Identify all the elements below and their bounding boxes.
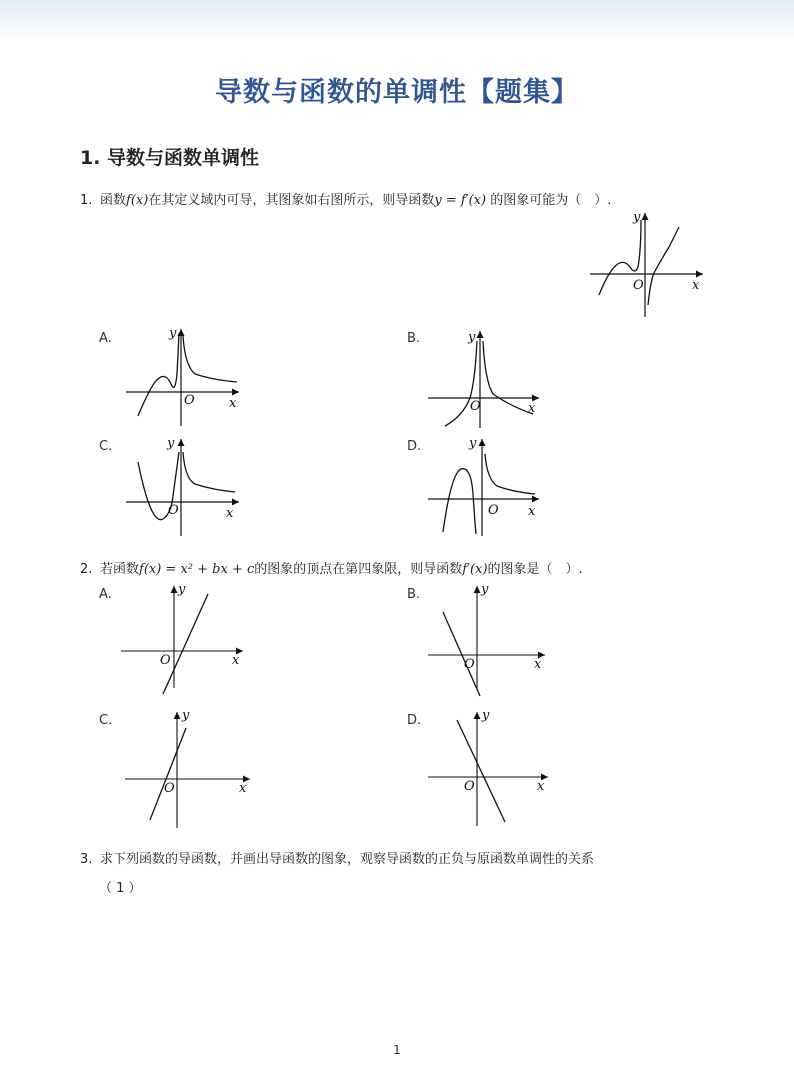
q1-option-a-graph: [123, 324, 248, 429]
question-2: 2. 若函数f(x) = x² + bx + c的图象的顶点在第四象限，则导函数f′(x)的图象是（ ）.: [80, 562, 583, 577]
q2-option-c-label: C.: [99, 713, 113, 728]
q1-option-a-label: A.: [99, 331, 112, 346]
q2-option-a-label: A.: [99, 587, 112, 602]
svg-text:x: x: [537, 779, 545, 794]
page-title: 导数与函数的单调性【题集】: [215, 77, 579, 108]
svg-text:O: O: [160, 653, 171, 668]
svg-text:y: y: [178, 582, 186, 597]
q1-option-d-graph: [425, 434, 550, 539]
question-number: 1.: [80, 193, 93, 208]
q1-option-c-graph: [123, 434, 248, 539]
question-3: 3. 求下列函数的导函数，并画出导函数的图象，观察导函数的正负与原函数单调性的关系: [80, 852, 595, 867]
x-axis-label: x: [692, 278, 700, 293]
q2-option-d-label: D.: [407, 713, 422, 728]
svg-text:x: x: [226, 506, 234, 521]
question-1: 1. 函数f(x)在其定义域内可导，其图象如右图所示，则导函数y = f′(x) 的图象可能为（ ）.: [80, 193, 612, 208]
q2-option-a-graph: [118, 580, 253, 700]
svg-text:O: O: [464, 779, 475, 794]
svg-text:y: y: [182, 708, 190, 723]
svg-text:x: x: [232, 653, 240, 668]
origin-label: O: [633, 278, 644, 293]
svg-text:x: x: [239, 781, 247, 796]
question-number: 3.: [80, 852, 93, 867]
svg-text:y: y: [169, 326, 177, 341]
svg-text:x: x: [528, 401, 536, 416]
q1-reference-graph: [585, 205, 710, 320]
svg-text:O: O: [184, 393, 195, 408]
header-band: [0, 0, 794, 42]
q2-option-d-graph: [425, 706, 560, 831]
svg-text:y: y: [481, 582, 489, 597]
svg-text:y: y: [469, 436, 477, 451]
q1-option-c-label: C.: [99, 439, 113, 454]
q2-option-c-graph: [122, 706, 257, 831]
math-expression: f′(x): [462, 562, 488, 577]
svg-text:O: O: [488, 503, 499, 518]
svg-text:y: y: [167, 436, 175, 451]
svg-text:y: y: [468, 330, 476, 345]
question-3-subpart: （ 1 ）: [99, 881, 142, 896]
q1-option-b-graph: [425, 326, 550, 431]
math-expression: y = f′(x): [434, 193, 487, 208]
q2-option-b-label: B.: [407, 587, 421, 602]
svg-text:O: O: [464, 657, 475, 672]
question-number: 2.: [80, 562, 93, 577]
svg-text:x: x: [534, 657, 542, 672]
math-expression: f(x): [126, 193, 149, 208]
svg-text:x: x: [528, 504, 536, 519]
q1-option-d-label: D.: [407, 439, 422, 454]
math-expression: f(x) = x² + bx + c: [139, 562, 255, 577]
svg-text:x: x: [229, 396, 237, 411]
svg-text:O: O: [164, 781, 175, 796]
q1-option-b-label: B.: [407, 331, 421, 346]
svg-text:y: y: [482, 708, 490, 723]
y-axis-label: y: [633, 210, 641, 225]
section-heading: 1. 导数与函数单调性: [80, 147, 260, 169]
svg-text:O: O: [168, 503, 179, 518]
page-number: 1: [393, 1043, 401, 1057]
svg-text:O: O: [470, 399, 481, 414]
q2-option-b-graph: [425, 580, 560, 700]
